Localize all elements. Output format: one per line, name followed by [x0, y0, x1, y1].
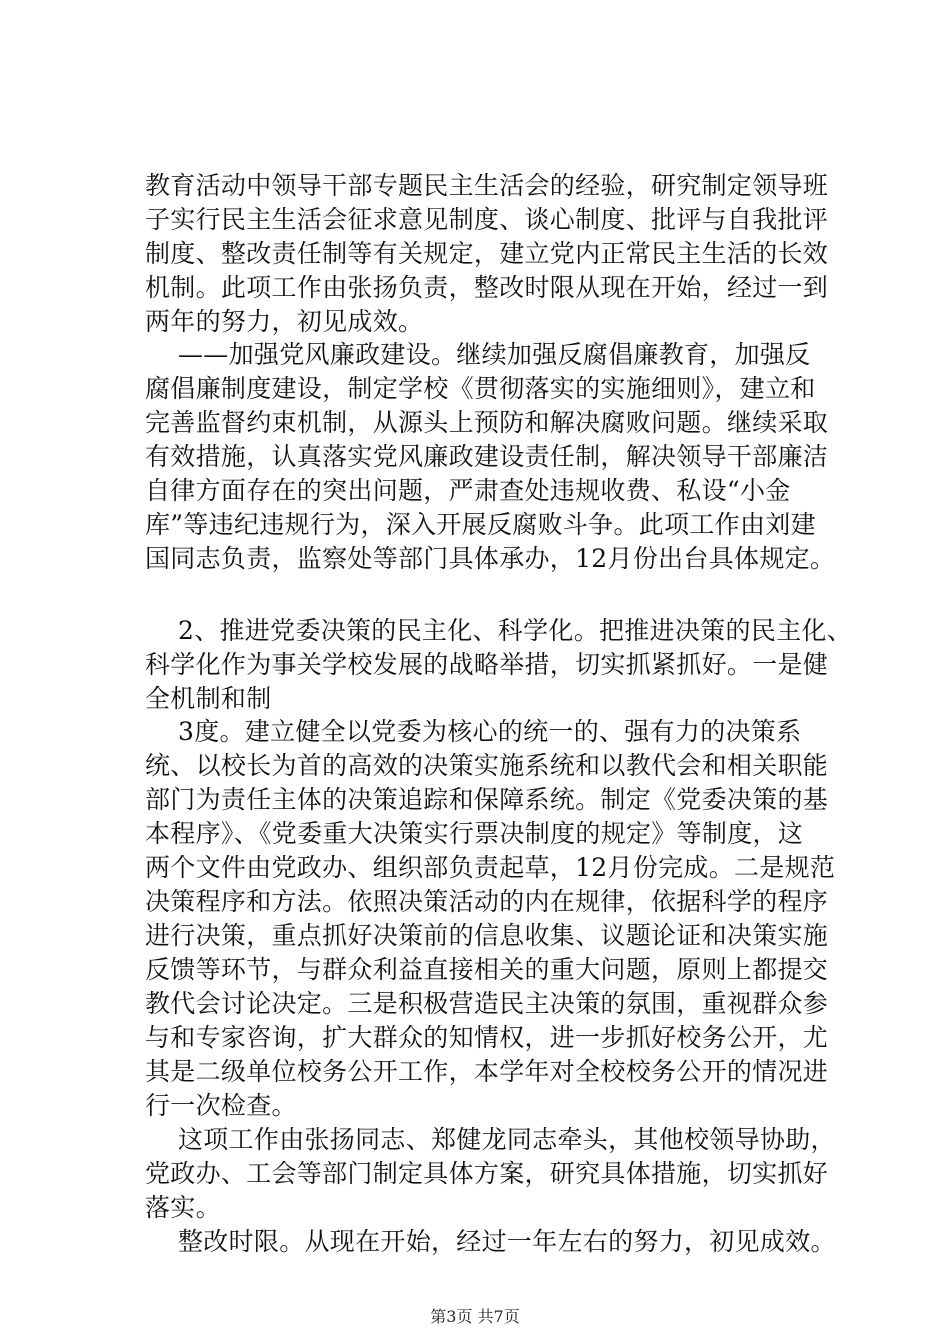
text-line: 库”等违纪违规行为，深入开展反腐败斗争。此项工作由刘建 [145, 510, 816, 539]
text-line: 进行决策，重点抓好决策前的信息收集、议题论证和决策实施 [145, 921, 829, 950]
text-line: ——加强党风廉政建设。继续加强反腐倡廉教育，加强反 [178, 340, 811, 369]
text-line: 教育活动中领导干部专题民主生活会的经验，研究制定领导班 [145, 171, 829, 200]
text-line: 全机制和制 [145, 684, 272, 713]
text-line: 本程序》、《党委重大决策实行票决制度的规定》等制度，这 [145, 819, 804, 848]
text-line: 两年的努力，初见成效。 [145, 307, 424, 336]
text-line: 完善监督约束机制，从源头上预防和解决腐败问题。继续采取 [145, 408, 829, 437]
text-line: 落实。 [145, 1193, 221, 1222]
text-line: 科学化作为事关学校发展的战略举措，切实抓紧抓好。一是健 [145, 650, 829, 679]
text-line: 自律方面存在的突出问题，严肃查处违规收费、私设“小金 [145, 476, 791, 505]
text-line: 机制。此项工作由张扬负责，整改时限从现在开始，经过一到 [145, 273, 829, 302]
text-line: 行一次检查。 [145, 1091, 297, 1120]
text-line: 与和专家咨询，扩大群众的知情权，进一步抓好校务公开，尤 [145, 1023, 829, 1052]
text-line: 2、推进党委决策的民主化、科学化。把推进决策的民主化、 [178, 616, 853, 645]
text-line: 这项工作由张扬同志、郑健龙同志牵头，其他校领导协助， [178, 1125, 836, 1154]
text-line: 统、以校长为首的高效的决策实施系统和以教代会和相关职能 [145, 751, 829, 780]
text-line: 教代会讨论决定。三是积极营造民主决策的氛围，重视群众参 [145, 989, 829, 1018]
text-line: 腐倡廉制度建设，制定学校《贯彻落实的实施细则》，建立和 [145, 374, 816, 403]
text-line: 整改时限。从现在开始，经过一年左右的努力，初见成效。 [178, 1227, 836, 1256]
text-line: 决策程序和方法。依照决策活动的内在规律，依据科学的程序 [145, 887, 829, 916]
text-line: 有效措施，认真落实党风廉政建设责任制，解决领导干部廉洁 [145, 442, 829, 471]
text-line: 两个文件由党政办、组织部负责起草，12月份完成。二是规范 [145, 853, 836, 882]
text-line: 子实行民主生活会征求意见制度、谈心制度、批评与自我批评 [145, 205, 829, 234]
text-line: 党政办、工会等部门制定具体方案，研究具体措施，切实抓好 [145, 1159, 829, 1188]
text-line: 制度、整改责任制等有关规定，建立党内正常民主生活的长效 [145, 239, 829, 268]
text-line: 部门为责任主体的决策追踪和保障系统。制定《党委决策的基 [145, 785, 829, 814]
page-footer: 第3页 共7页 [430, 1307, 520, 1326]
text-line: 其是二级单位校务公开工作，本学年对全校校务公开的情况进 [145, 1057, 829, 1086]
text-line: 反馈等环节，与群众利益直接相关的重大问题，原则上都提交 [145, 955, 829, 984]
text-line: 国同志负责，监察处等部门具体承办，12月份出台具体规定。 [145, 544, 836, 573]
text-line: 3度。建立健全以党委为核心的统一的、强有力的决策系 [178, 717, 802, 746]
